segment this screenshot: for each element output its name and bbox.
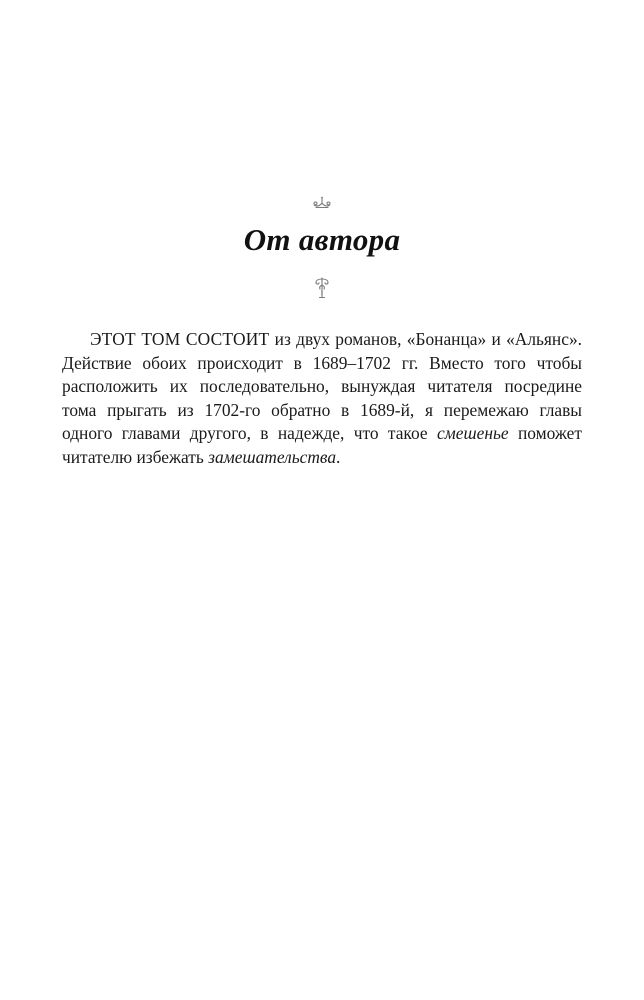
italic-zameshatelstva: замешательства [208, 446, 337, 467]
author-note-paragraph [62, 328, 582, 470]
ornament-top-icon [0, 196, 644, 210]
paragraph-line-4: тома прыгать из 1702-го обратно в 1689-й, я перемежаю главы [62, 399, 582, 420]
line-1-rest: из двух романов, «Бонанца» и «Альянс». [269, 329, 582, 349]
paragraph-line-5 [62, 422, 582, 446]
paragraph-line-3: расположить их последовательно, вынуждая читателя посредине [62, 376, 582, 397]
line-5-after: поможет [508, 423, 582, 444]
line-6-after: . [336, 446, 341, 467]
ornament-bottom-icon [0, 276, 644, 300]
chapter-title: От автора [243, 222, 401, 257]
paragraph-line-2: Действие обоих происходит в 1689–1702 гг. Вместо того чтобы [62, 352, 582, 373]
italic-smeshenye: смешенье [436, 423, 509, 444]
opening-caps: ЭТОТ ТОМ СОСТОИТ [90, 329, 270, 349]
line-6-before: читателю избежать [62, 446, 209, 467]
line-5-before: одного главами другого, в надежде, что такое [62, 423, 437, 444]
paragraph-line-6 [62, 446, 582, 470]
paragraph-line-1 [62, 328, 582, 352]
